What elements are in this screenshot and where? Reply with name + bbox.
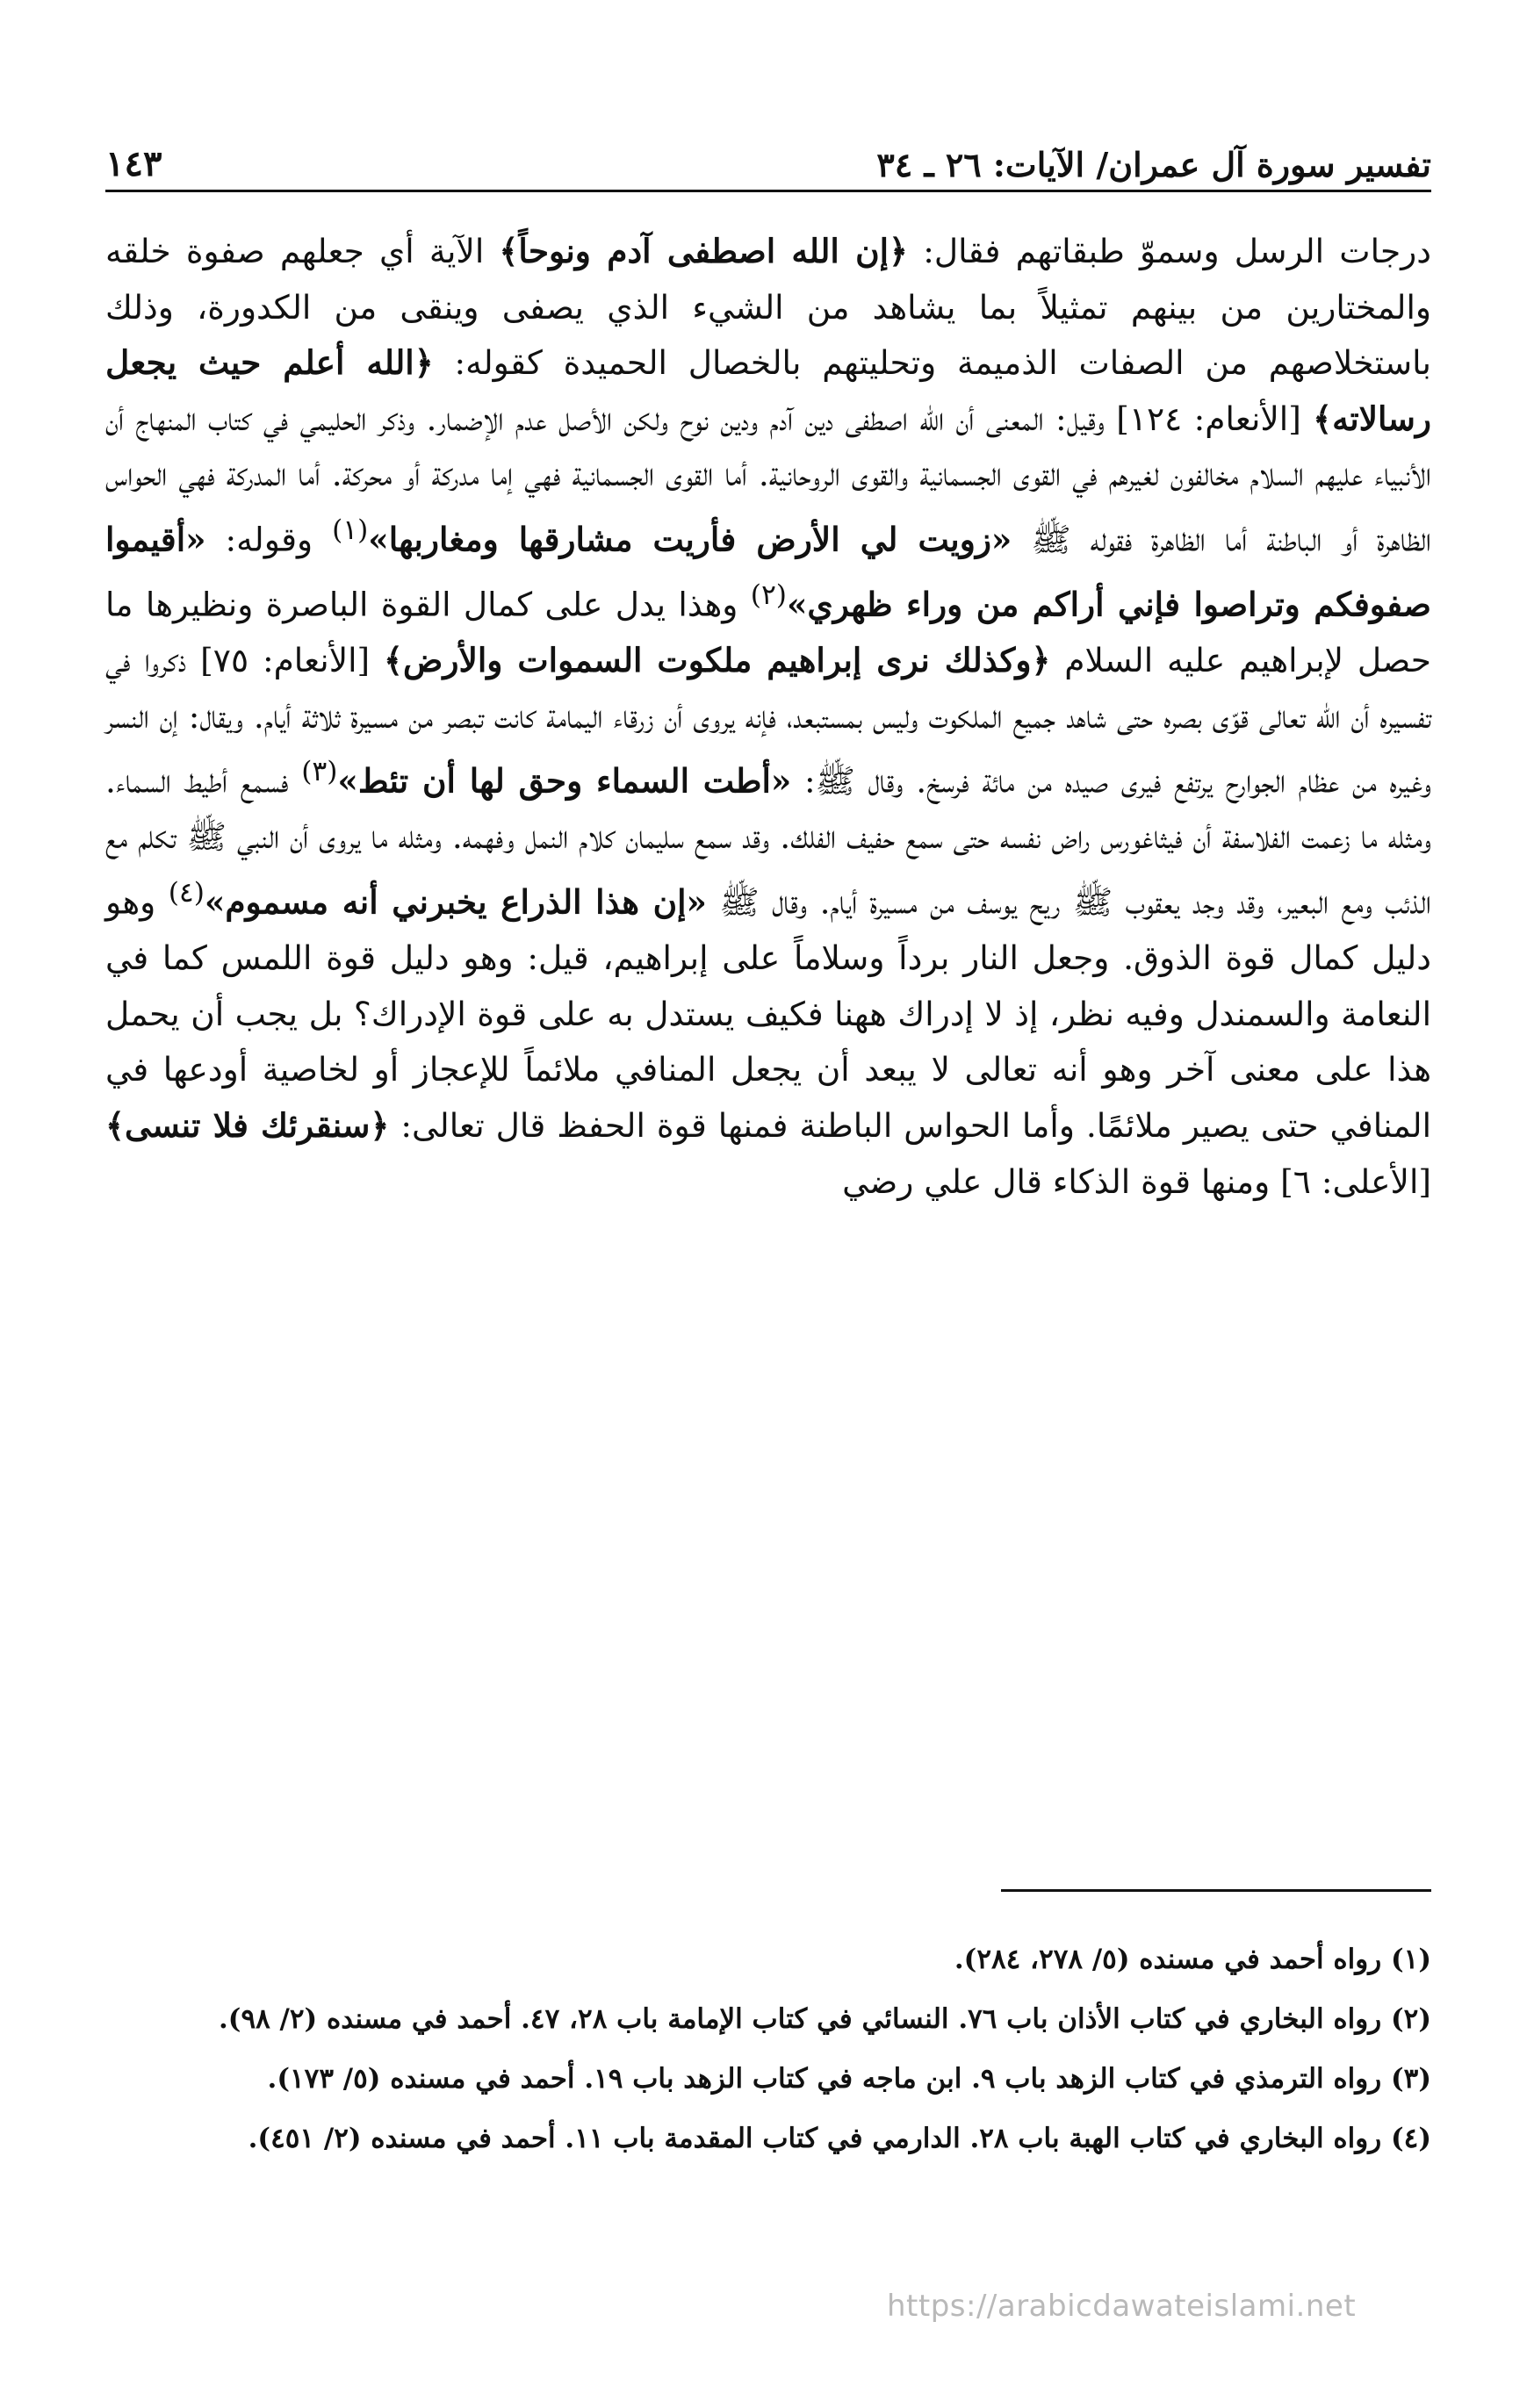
footnote-ref: (٣) [301, 756, 338, 788]
text-run: [الأعلى: ٦] ومنها قوة الذكاء قال علي رضي [842, 1161, 1431, 1201]
footnote: (١) رواه أحمد في مسنده (٥/ ٢٧٨، ٢٨٤). [954, 1944, 1431, 1975]
footnote: (٣) رواه الترمذي في كتاب الزهد باب ٩. ابن ماجه في كتاب الزهد باب ١٩. أحمد في مسنده (٥/ ١٧٣). [267, 2063, 1431, 2095]
page-number: ١٤٣ [105, 143, 162, 184]
quran-quote: ﴿الله أعلم حيث يجعل رسالاته﴾ [105, 343, 1431, 438]
running-title: تفسير سورة آل عمران/ الآيات: ٢٦ ـ ٣٤ [876, 145, 1431, 184]
quran-quote: ﴿إن الله اصطفى آدم ونوحاً﴾ [499, 232, 909, 270]
footnote-separator [1001, 1889, 1431, 1892]
hadith-quote: «أطت السماء وحق لها أن تئط» [337, 761, 792, 801]
paragraph [105, 224, 1431, 1210]
footnote-ref: (٤) [168, 877, 205, 909]
hadith-quote: «زويت لي الأرض فأريت مشارقها ومغاربها» [368, 520, 1012, 559]
text-run: وقوله: [205, 520, 333, 559]
book-page [105, 123, 1431, 2370]
main-text [105, 224, 1431, 1210]
footnote: (٢) رواه البخاري في كتاب الأذان باب ٧٦. النسائي في كتاب الإمامة باب ٢٨، ٤٧. أحمد في مسنده (٢/ ٩٨). [218, 2003, 1431, 2035]
hadith-quote: «إن هذا الذراع يخبرني أنه مسموم» [204, 882, 707, 922]
text-run: درجات الرسل وسموّ طبقاتهم فقال: [908, 232, 1431, 270]
footnote: (٤) رواه البخاري في كتاب الهبة باب ٢٨. الدارمي في كتاب المقدمة باب ١١. أحمد في مسنده (٢/ ٤٥١). [248, 2123, 1431, 2154]
footnotes [105, 1936, 1431, 2174]
page-header [105, 123, 1431, 192]
hadith-quote: «أقيموا صفوفكم وتراصوا فإني أراكم من وراء ظهري» [105, 520, 1431, 624]
footnote-ref: (٢) [750, 579, 787, 612]
text-run: الآية أي جعلهم صفوة خلقه والمختارين من بينهم تمثيلاً بما يشاهد من الشيء الذي يصفى وينقى من الكدورة، وذلك باستخلاصهم من الصفات الذميمة وتحليتهم بالخصال الحميدة كقوله: [105, 232, 1431, 383]
quran-quote: ﴿سنقرئك فلا تنسى﴾ [105, 1105, 390, 1145]
text-run: وهذا يدل على كمال القوة الباصرة ونظيرها ما حصل لإبراهيم عليه السلام [105, 585, 1431, 680]
watermark: https://arabicdawateislami.net [887, 2289, 1357, 2324]
quran-quote: ﴿وكذلك نرى إبراهيم ملكوت السموات والأرض﴾ [384, 641, 1051, 680]
text-run: وهو دليل كمال قوة الذوق. وجعل النار برداً وسلاماً على إبراهيم، قيل: وهو دليل قوة اللمس كما في النعامة والسمندل وفيه نظر، إذ لا إدراك ههنا فكيف يستدل به على قوة الإدراك؟ بل يجب أن يحمل هذا على معنى آخر وهو أنه تعالى لا يبعد أن يجعل المنافي ملائماً للإعجاز أو لخاصية أودعها في المنافي حتى يصير ملائمًا. وأما الحواس الباطنة فمنها قوة الحفظ قال تعالى: [105, 882, 1431, 1145]
text-run: فسمع أطيط السماء. ومثله ما زعمت الفلاسفة أن فيثاغورس راض نفسه حتى سمع حفيف الفلك. وقد سمع سليمان كلام النمل وفهمه. ومثله ما يروى أن النبي ﷺ تكلم مع الذئب ومع البعير، وقد وجد يعقوب ﷺ ريح يوسف من مسيرة أيام. وقال ﷺ [105, 761, 1431, 922]
text-run: [الأنعام: ١٢٤] وقيل: المعنى أن الله اصطفى دين آدم ودين نوح ولكن الأصل عدم الإضمار. وذكر الحليمي في كتاب المنهاج أن الأنبياء عليهم السلام مخالفون لغيرهم في القوى الجسمانية والقوى الروحانية. أما القوى الجسمانية فهي إما مدركة أو محركة. أما المدركة فهي الحواس الظاهرة أو الباطنة أما الظاهرة فقوله ﷺ [105, 399, 1431, 559]
text-run: [الأنعام: ٧٥] ذكروا في تفسيره أن الله تعالى قوّى بصره حتى شاهد جميع الملكوت وليس بمستبعد، فإنه يروى أن زرقاء اليمامة كانت تبصر من مسيرة ثلاثة أيام. ويقال: إن النسر وغيره من عظام الجوارح يرتفع فيرى صيده من مائة فرسخ. وقال ﷺ: [105, 641, 1431, 801]
footnote-ref: (١) [332, 514, 369, 546]
